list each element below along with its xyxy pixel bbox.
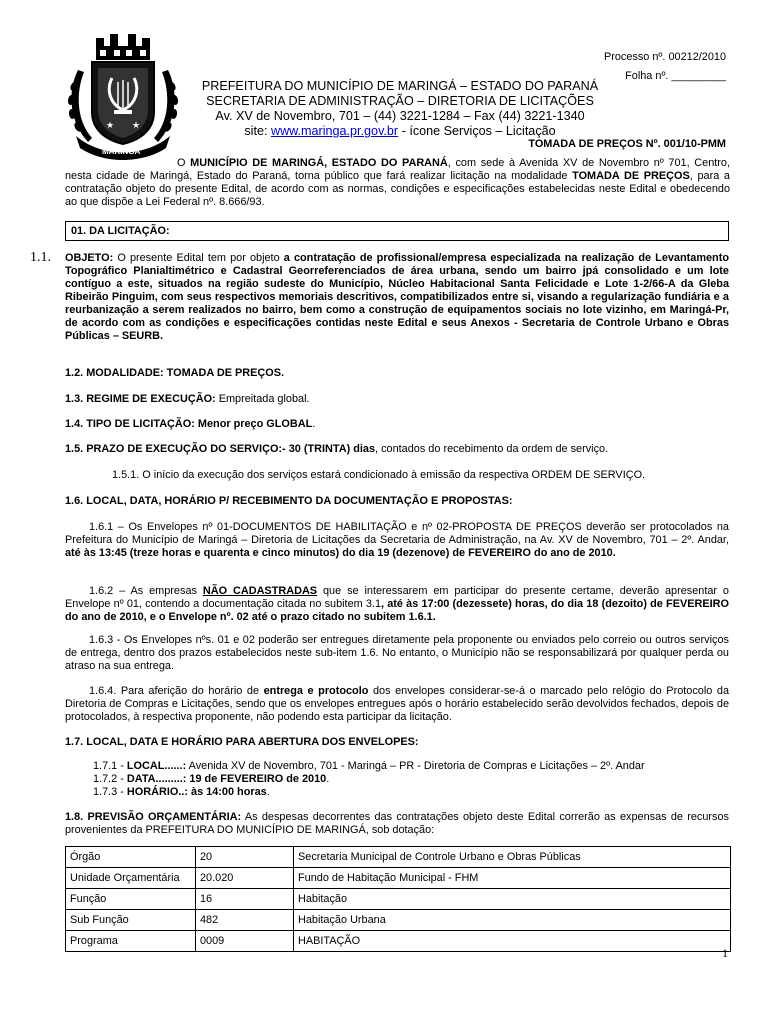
budget-cell: 20 (196, 847, 294, 868)
municipality-title: PREFEITURA DO MUNICÍPIO DE MARINGÁ – ESTADO DO PARANÁ (201, 79, 599, 93)
budget-row (66, 889, 731, 910)
address-line: Av. XV de Novembro, 701 – (44) 3221-1284 – Fax (44) 3221-1340 (215, 109, 585, 123)
svg-text:★: ★ (106, 121, 115, 131)
budget-table (65, 846, 731, 952)
section-heading-licitacao: 01. DA LICITAÇÃO: (65, 221, 729, 241)
section-1-8: 1.8. PREVISÃO ORÇAMENTÁRIA: As despesas decorrentes das contratações objeto deste Edital correrão as expensas de recursos provenientes da PREFEITURA DO MUNICÍPIO DE MARINGÁ, sob dotação: (65, 811, 729, 836)
objeto-paragraph: OBJETO: O presente Edital tem por objeto a contratação de profissional/empresa especializada na realização de Levantamento Topográfico Planialtimétrico e Cadastral Georreferenciados de área urbana, sendo um bairro jpá consolidado e um lote contíguo a este, situados na região sudeste do Município, Núcleo Habitacional Santa Felicidade e Lote 1-2/66-A da Gleba Ribeirão Pinguim, com seus respectivos memoriais descritivos, compatibilizados entre si, visando a regularização fundiária e a reurbanização a serem realizados no bairro, bem como a construção de equipamentos sociais no lote vizinho, em Maringá-Pr, de acordo com as condições e especificações contidas neste Edital e seus Anexos - Secretaria de Controle Urbano e Obras Públicas – SEURB. (65, 252, 729, 342)
section-1-7-heading: 1.7. LOCAL, DATA E HORÁRIO PARA ABERTURA DOS ENVELOPES: (65, 736, 419, 748)
budget-cell: Órgão (66, 847, 196, 868)
budget-cell: Programa (66, 931, 196, 952)
item-1-7-1: 1.7.1 - LOCAL......: Avenida XV de Novembro, 701 - Maringá – PR - Diretoria de Compras e Licitações – 2º. Andar (93, 760, 645, 772)
page-number: 1 (722, 946, 728, 960)
budget-cell: 0009 (196, 931, 294, 952)
paragraph-1-6-2: 1.6.2 – As empresas NÃO CADASTRADAS que se interessarem em participar do presente certame, deverão apresentar o Envelope nº 01, contendo a documentação citada no subitem 3.1, até às 17:00 (dezessete) horas, do dia 18 (dezoito) de FEVEREIRO do ano de 2010, e o Envelope nº. 02 até o prazo citado no subitem 1.6.1. (65, 585, 729, 623)
item-1-7-3: 1.7.3 - HORÁRIO..: às 14:00 horas. (93, 786, 270, 798)
budget-cell: Fundo de Habitação Municipal - FHM (294, 868, 731, 889)
budget-cell: 16 (196, 889, 294, 910)
budget-cell: HABITAÇÃO (294, 931, 731, 952)
modalidade: 1.2. MODALIDADE: TOMADA DE PREÇOS. (65, 367, 285, 379)
site-link[interactable]: www.maringa.pr.gov.br (270, 124, 399, 138)
budget-cell: 20.020 (196, 868, 294, 889)
budget-row (66, 868, 731, 889)
prazo-execucao-sub: 1.5.1. O início da execução dos serviços estará condicionado à emissão da respectiva ORDEM DE SERVIÇO. (112, 469, 646, 481)
sheet-number: Folha nº. _________ (625, 70, 726, 82)
process-number: Processo nº. 00212/2010 (603, 51, 726, 63)
header-title-block (190, 79, 610, 139)
budget-cell: Habitação (294, 889, 731, 910)
local-recebimento-heading: 1.6. LOCAL, DATA, HORÁRIO P/ RECEBIMENTO DA DOCUMENTAÇÃO E PROPOSTAS: (65, 495, 513, 507)
budget-row (66, 931, 731, 952)
objeto-number: 1.1. (30, 250, 51, 265)
budget-cell: Habitação Urbana (294, 910, 731, 931)
department-title: SECRETARIA DE ADMINISTRAÇÃO – DIRETORIA DE LICITAÇÕES (206, 94, 594, 108)
item-1-7-2: 1.7.2 - DATA.........: 19 de FEVEREIRO de 2010. (93, 773, 330, 785)
svg-text:★: ★ (132, 121, 141, 131)
regime-execucao: 1.3. REGIME DE EXECUÇÃO: Empreitada global. (65, 393, 310, 405)
tipo-licitacao: 1.4. TIPO DE LICITAÇÃO: Menor preço GLOBAL. (65, 418, 316, 430)
budget-cell: Unidade Orçamentária (66, 868, 196, 889)
tomada-de-precos-number: TOMADA DE PREÇOS Nº. 001/10-PMM (528, 138, 726, 150)
paragraph-1-6-3: 1.6.3 - Os Envelopes nºs. 01 e 02 poderão ser entregues diretamente pela proponente ou enviados pelo correio ou outros serviços de entrega, dentro dos prazos estabelecidos neste sub-item 1.6. No entanto, o Município não se responsabilizará por qualquer perda ou atraso na sua entrega. (65, 634, 729, 672)
budget-row (66, 910, 731, 931)
site-line: site: www.maringa.pr.gov.br - ícone Serviços – Licitação (244, 124, 556, 138)
budget-cell: Função (66, 889, 196, 910)
budget-cell: Secretaria Municipal de Controle Urbano e Obras Públicas (294, 847, 731, 868)
budget-cell: Sub Função (66, 910, 196, 931)
paragraph-1-6-1: 1.6.1 – Os Envelopes nº 01-DOCUMENTOS DE HABILITAÇÃO e nº 02-PROPOSTA DE PREÇOS deverão ser protocolados na Prefeitura do Município de Maringá – Diretoria de Licitações da Secretaria de Administração, na Av. XV de Novembro, 701 – 2º. Andar, até às 13:45 (treze horas e quarenta e cinco minutos) do dia 19 (dezenove) de FEVEREIRO do ano de 2010. (65, 521, 729, 559)
budget-cell: 482 (196, 910, 294, 931)
prazo-execucao: 1.5. PRAZO DE EXECUÇÃO DO SERVIÇO:- 30 (TRINTA) dias, contados do recebimento da ordem de serviço. (65, 443, 609, 455)
intro-paragraph: O MUNICÍPIO DE MARINGÁ, ESTADO DO PARANÁ, com sede à Avenida XV de Novembro nº 701, Centro, nesta cidade de Maringá, Estado do Paraná, torna público que fará realizar licitação na modalidade TOMADA DE PREÇOS, para a contratação objeto do presente Edital, de acordo com as normas, condições e especificações estabelecidas neste Edital e obedecendo ao que dispõe a Lei Federal nº. 8.666/93. (65, 157, 731, 208)
budget-row (66, 847, 731, 868)
crest-ribbon-text: MARINGÁ (102, 147, 141, 156)
paragraph-1-6-4: 1.6.4. Para aferição do horário de entrega e protocolo dos envelopes considerar-se-á o marcado pelo relógio do Protocolo da Diretoria de Compras e Licitações, sendo que os envelopes entregues após o horário estabelecido serão devolvidos fechados, depois de protocolados, à respectiva proponente, não podendo esta participar da licitação. (65, 685, 730, 723)
city-coat-of-arms-icon (62, 30, 184, 160)
